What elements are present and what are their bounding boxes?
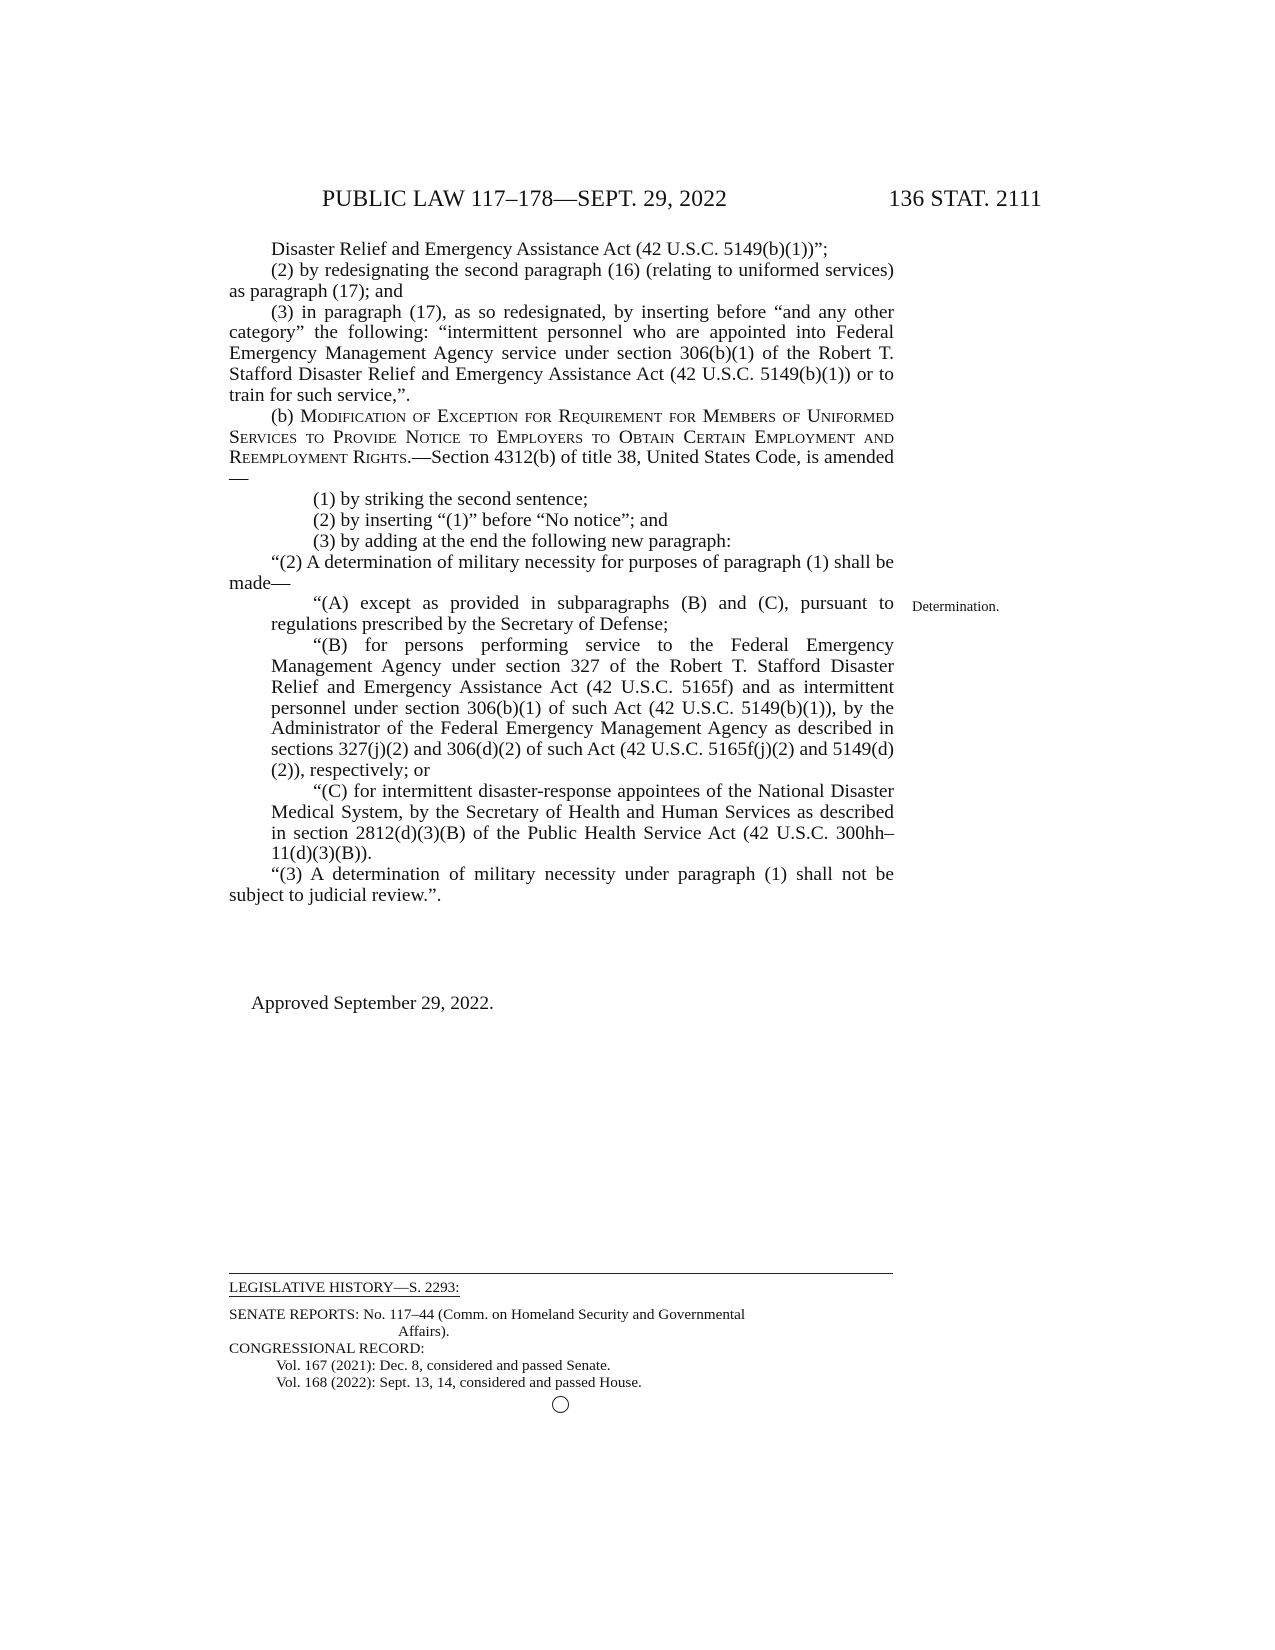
page-stat-number: 136 STAT. 2111 — [888, 186, 1042, 212]
quoted-subparagraph-c: “(C) for intermittent disaster-response appointees of the National Disaster Medical System, by the Secretary of Health and Human Services as described in section 2812(d)(3)(B) of the Public Health Service Act (42 U.S.C. 300hh–11(d)(3)(B)). — [271, 780, 894, 865]
paragraph-b2: (2) by inserting “(1)” before “No notice”; and — [313, 509, 668, 531]
record-vol-167: Vol. 167 (2021): Dec. 8, considered and passed Senate. — [276, 1357, 611, 1374]
legislative-history — [229, 1279, 893, 1391]
quoted-subparagraph-b: “(B) for persons performing service to the Federal Emergency Management Agency under section 327 of the Robert T. Stafford Disaster Relief and Emergency Assistance Act (42 U.S.C. 5165f) and as intermittent personnel under section 306(b)(1) of such Act (42 U.S.C. 5149(b)(1)), by the Administrator of the Federal Emergency Management Agency as described in sections 327(j)(2) and 306(d)(2) of such Act (42 U.S.C. 5165f(j)(2) and 5149(d)(2)), respectively; or — [271, 635, 894, 782]
approval-line: Approved September 29, 2022. — [251, 993, 494, 1014]
congressional-record: CONGRESSIONAL RECORD: — [229, 1340, 425, 1357]
paragraph-a2: (2) by redesignating the second paragraph (16) (relating to uniformed services) as paragraph (17); and — [229, 259, 894, 302]
statute-body — [229, 240, 894, 907]
subsection-b-heading: Modification of Exception for Requirement for Members of Uniformed Services to Provide Notice to Employers to Obtain Certain Employment and Reemployment Rights. — [229, 405, 894, 469]
end-of-document-circle-icon — [552, 1396, 569, 1413]
quoted-subparagraph-a: “(A) except as provided in subparagraphs (B) and (C), pursuant to regulations prescribed by the Secretary of Defense; — [271, 593, 894, 636]
paragraph-b3: (3) by adding at the end the following new paragraph: — [313, 530, 732, 552]
senate-reports: SENATE REPORTS: No. 117–44 (Comm. on Homeland Security and Governmental — [229, 1306, 746, 1323]
footer-divider — [229, 1273, 893, 1274]
paragraph-b1: (1) by striking the second sentence; — [313, 489, 589, 511]
paragraph-a3: (3) in paragraph (17), as so redesignated, by inserting before “and any other category” the following: “intermittent personnel who are appointed into Federal Emergency Management Agency service under section 306(b)(1) of the Robert T. Stafford Disaster Relief and Emergency Assistance Act (42 U.S.C. 5149(b)(1)) or to train for such service,”. — [229, 301, 894, 406]
subsection-b-text: —Section 4312(b) of title 38, United States Code, is amended— — [229, 447, 894, 490]
quoted-paragraph-3: “(3) A determination of military necessity under paragraph (1) shall not be subject to judicial review.”. — [229, 864, 894, 907]
margin-note-determination: Determination. — [912, 599, 1000, 615]
record-vol-168: Vol. 168 (2022): Sept. 13, 14, considered and passed House. — [276, 1374, 642, 1391]
senate-reports-continued: Affairs). — [398, 1323, 450, 1340]
subsection-b-prefix: (b) — [271, 405, 301, 427]
paragraph-continuation: Disaster Relief and Emergency Assistance Act (42 U.S.C. 5149(b)(1))”; — [271, 239, 828, 260]
legislative-history-title: LEGISLATIVE HISTORY—S. 2293: — [229, 1279, 460, 1296]
running-header-title: PUBLIC LAW 117–178—SEPT. 29, 2022 — [322, 186, 728, 212]
subsection-b — [229, 407, 894, 490]
quoted-paragraph-2: “(2) A determination of military necessity for purposes of paragraph (1) shall be made— — [229, 551, 894, 594]
